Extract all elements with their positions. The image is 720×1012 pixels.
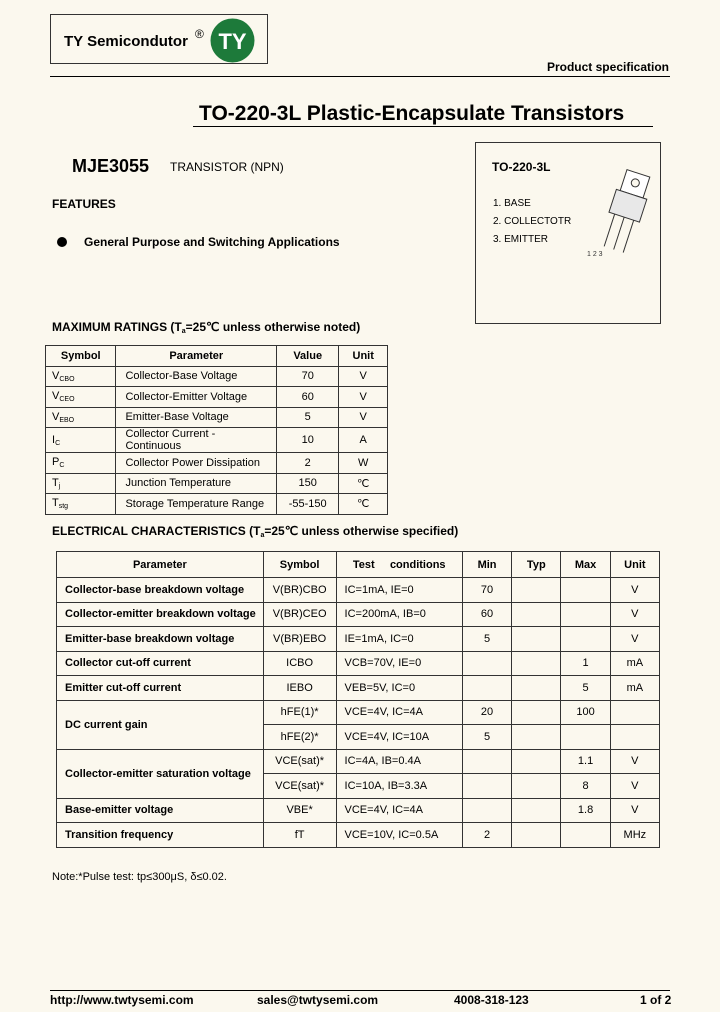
table-row — [57, 749, 660, 774]
table-row — [57, 676, 660, 701]
header-rule — [50, 76, 670, 77]
cell-conditions: IC=10A, IB=3.3A — [336, 774, 462, 799]
part-number: MJE3055 — [72, 156, 150, 176]
cell-unit: mA — [610, 651, 659, 676]
table-row — [57, 578, 660, 603]
max-ratings-heading: MAXIMUM RATINGS ($T_a=25℃$ unless otherwise noted) — [52, 320, 361, 335]
cell-conditions: VEB=5V, IC=0 — [336, 676, 462, 701]
max-ratings-table — [45, 345, 388, 515]
cell-min: 2 — [462, 823, 511, 848]
package-pin-numbers: 1 2 3 — [587, 251, 603, 258]
cell-value: 2 — [277, 453, 339, 474]
feature-item: General Purpose and Switching Applications — [84, 235, 340, 249]
cell-conditions: VCE=4V, IC=4A — [336, 798, 462, 823]
cell-unit: V — [610, 602, 659, 627]
features-heading: FEATURES — [52, 197, 116, 211]
table-row — [46, 428, 388, 453]
cell-parameter: DC current gain — [57, 700, 264, 749]
cell-typ — [512, 627, 561, 652]
footer-rule — [50, 990, 670, 991]
cell-symbol: VBE* — [263, 798, 336, 823]
cell-symbol: V(BR)EBO — [263, 627, 336, 652]
footer-url[interactable]: http://www.twtysemi.com — [50, 993, 194, 1007]
cell-unit: MHz — [610, 823, 659, 848]
cell-max — [561, 725, 610, 750]
cell-typ — [512, 700, 561, 725]
cell-typ — [512, 749, 561, 774]
cell-typ — [512, 774, 561, 799]
cell-symbol: $I_C$ — [46, 428, 116, 453]
cell-max: 1.8 — [561, 798, 610, 823]
col-max: Max — [561, 552, 610, 578]
cell-value: 150 — [277, 473, 339, 494]
cell-conditions: VCE=4V, IC=10A — [336, 725, 462, 750]
cell-symbol: fT — [263, 823, 336, 848]
ty-logo-icon — [210, 18, 255, 63]
footer-phone: 4008-318-123 — [454, 993, 529, 1007]
title-underline — [193, 126, 653, 127]
cell-conditions: IC=1mA, IE=0 — [336, 578, 462, 603]
cell-conditions: IC=4A, IB=0.4A — [336, 749, 462, 774]
cell-parameter: Emitter cut-off current — [57, 676, 264, 701]
cell-value: 70 — [277, 366, 339, 387]
cell-conditions: VCB=70V, IE=0 — [336, 651, 462, 676]
package-title: TO-220-3L — [492, 160, 551, 174]
cell-max — [561, 627, 610, 652]
cell-value: 10 — [277, 428, 339, 453]
cell-max — [561, 602, 610, 627]
cell-conditions: VCE=4V, IC=4A — [336, 700, 462, 725]
note: Note:*Pulse test: tp≤300μS, δ≤0.02. — [52, 871, 227, 883]
cell-unit — [610, 725, 659, 750]
cell-parameter: Collector Power Dissipation — [116, 453, 277, 474]
cell-typ — [512, 578, 561, 603]
pin-3: 3. EMITTER — [493, 234, 549, 245]
col-min: Min — [462, 552, 511, 578]
cell-symbol: $T_j$ — [46, 473, 116, 494]
pin-1: 1. BASE — [493, 198, 531, 209]
cell-typ — [512, 725, 561, 750]
bullet-icon — [57, 237, 67, 247]
cell-parameter: Emitter-Base Voltage — [116, 407, 277, 428]
cell-max: 5 — [561, 676, 610, 701]
cell-parameter: Transition frequency — [57, 823, 264, 848]
cell-min: 5 — [462, 725, 511, 750]
cell-symbol: V(BR)CEO — [263, 602, 336, 627]
cell-symbol: hFE(1)* — [263, 700, 336, 725]
cell-symbol: VCE(sat)* — [263, 774, 336, 799]
cell-parameter: Collector-Base Voltage — [116, 366, 277, 387]
table-row — [46, 387, 388, 408]
cell-symbol: IEBO — [263, 676, 336, 701]
cell-parameter: Collector-base breakdown voltage — [57, 578, 264, 603]
cell-unit: W — [339, 453, 388, 474]
cell-max: 8 — [561, 774, 610, 799]
cell-max: 1 — [561, 651, 610, 676]
cell-parameter: Collector-emitter saturation voltage — [57, 749, 264, 798]
table-row — [57, 823, 660, 848]
cell-min — [462, 651, 511, 676]
cell-symbol: hFE(2)* — [263, 725, 336, 750]
table-row — [46, 366, 388, 387]
col-value: Value — [277, 346, 339, 367]
cell-unit: V — [610, 627, 659, 652]
cell-parameter: Storage Temperature Range — [116, 494, 277, 515]
cell-min: 60 — [462, 602, 511, 627]
cell-min: 5 — [462, 627, 511, 652]
cell-symbol: $P_C$ — [46, 453, 116, 474]
table-row — [46, 453, 388, 474]
pin-2: 2. COLLECTOTR — [493, 216, 572, 227]
cell-min — [462, 774, 511, 799]
cell-value: 5 — [277, 407, 339, 428]
cell-typ — [512, 651, 561, 676]
cell-max — [561, 823, 610, 848]
cell-parameter: Base-emitter voltage — [57, 798, 264, 823]
table-row — [46, 494, 388, 515]
cell-conditions: VCE=10V, IC=0.5A — [336, 823, 462, 848]
cell-symbol: V(BR)CBO — [263, 578, 336, 603]
col-symbol: Symbol — [263, 552, 336, 578]
cell-min: 70 — [462, 578, 511, 603]
cell-parameter: Collector Current -Continuous — [116, 428, 277, 453]
registered-mark: ® — [195, 27, 204, 41]
cell-unit: mA — [610, 676, 659, 701]
footer-email[interactable]: sales@twtysemi.com — [257, 993, 379, 1007]
cell-conditions: IE=1mA, IC=0 — [336, 627, 462, 652]
cell-min — [462, 798, 511, 823]
cell-min: 20 — [462, 700, 511, 725]
table-row — [57, 700, 660, 725]
cell-typ — [512, 602, 561, 627]
table-row — [57, 651, 660, 676]
table-row — [46, 473, 388, 494]
part-type: TRANSISTOR (NPN) — [170, 160, 284, 174]
col-parameter: Parameter — [57, 552, 264, 578]
cell-parameter: Collector-emitter breakdown voltage — [57, 602, 264, 627]
cell-typ — [512, 823, 561, 848]
cell-min — [462, 749, 511, 774]
cell-unit: V — [610, 749, 659, 774]
cell-unit: V — [339, 387, 388, 408]
elec-heading: ELECTRICAL CHARACTERISTICS ($T_a=25℃$ unless otherwise specified) — [52, 524, 459, 539]
cell-symbol: $V_{EBO}$ — [46, 407, 116, 428]
cell-min — [462, 676, 511, 701]
elec-table — [56, 551, 660, 848]
cell-symbol: $V_{CEO}$ — [46, 387, 116, 408]
col-unit: Unit — [610, 552, 659, 578]
col-typ: Typ — [512, 552, 561, 578]
cell-unit: ℃ — [339, 473, 388, 494]
table-row — [57, 798, 660, 823]
cell-symbol: $T_{stg}$ — [46, 494, 116, 515]
table-row — [57, 627, 660, 652]
cell-unit — [610, 700, 659, 725]
cell-unit: V — [339, 407, 388, 428]
table-row — [46, 407, 388, 428]
cell-symbol: $V_{CBO}$ — [46, 366, 116, 387]
cell-parameter: Collector-Emitter Voltage — [116, 387, 277, 408]
table-header-row — [57, 552, 660, 578]
footer-page: 1 of 2 — [640, 993, 672, 1007]
col-symbol: Symbol — [46, 346, 116, 367]
cell-unit: V — [610, 578, 659, 603]
page-title: TO-220-3L Plastic-Encapsulate Transistors — [199, 102, 625, 125]
cell-value: -55-150 — [277, 494, 339, 515]
package-drawing-icon — [585, 164, 657, 264]
cell-unit: ℃ — [339, 494, 388, 515]
cell-parameter: Junction Temperature — [116, 473, 277, 494]
cell-max: 100 — [561, 700, 610, 725]
cell-max: 1.1 — [561, 749, 610, 774]
col-parameter: Parameter — [116, 346, 277, 367]
cell-max — [561, 578, 610, 603]
brand-name: TY Semicondutor — [64, 33, 188, 50]
table-header-row — [46, 346, 388, 367]
cell-typ — [512, 676, 561, 701]
cell-typ — [512, 798, 561, 823]
cell-parameter: Collector cut-off current — [57, 651, 264, 676]
cell-unit: V — [339, 366, 388, 387]
cell-unit: V — [610, 798, 659, 823]
col-unit: Unit — [339, 346, 388, 367]
cell-conditions: IC=200mA, IB=0 — [336, 602, 462, 627]
cell-unit: A — [339, 428, 388, 453]
table-row — [57, 602, 660, 627]
cell-value: 60 — [277, 387, 339, 408]
cell-symbol: VCE(sat)* — [263, 749, 336, 774]
cell-unit: V — [610, 774, 659, 799]
cell-symbol: ICBO — [263, 651, 336, 676]
col-conditions: Test conditions — [336, 552, 462, 578]
cell-parameter: Emitter-base breakdown voltage — [57, 627, 264, 652]
logo-text: TY — [218, 29, 247, 54]
product-specification: Product specification — [546, 60, 669, 74]
